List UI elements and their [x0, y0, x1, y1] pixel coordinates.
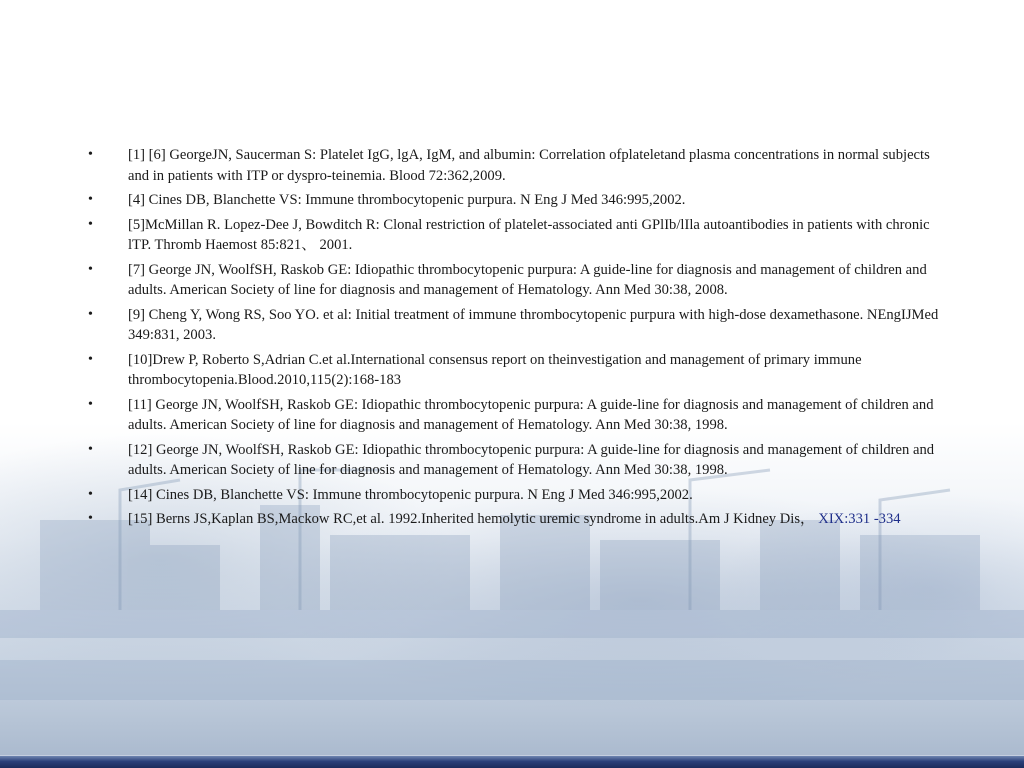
reference-item: [80, 509, 940, 530]
reference-item: • [1] [6] GeorgeJN, Saucerman S: Platelet IgG, lgA, IgM, and albumin: Correlation ofplateletand plasma concentrations in normal subjects and in patients with ITP or dyspro-teinemia. Blood 72:362,2009.: [80, 145, 940, 186]
reference-item: • [11] George JN, WoolfSH, Raskob GE: Idiopathic thrombocytopenic purpura: A guide-line for diagnosis and management of children and adults. American Society of line for diagnosis and management of Hematology. Ann Med 30:38, 1998.: [80, 395, 940, 436]
reference-item: • [9] Cheng Y, Wong RS, Soo YO. et al: Initial treatment of immune thrombocytopenic purpura with high-dose dexamethasone. NEngIJMed 349:831, 2003.: [80, 305, 940, 346]
bottom-bar: [0, 755, 1024, 768]
reference-item: • [5]McMillan R. Lopez-Dee J, Bowditch R: Clonal restriction of platelet-associated anti GPlIb/lIla autoantibodies in patients with chronic lTP. Thromb Haemost 85:821、 2001.: [80, 215, 940, 256]
reference-text: [15] Berns JS,Kaplan BS,Mackow RC,et al. 1992.Inherited hemolytic uremic syndrome in adults.Am J Kidney Dis，: [128, 511, 815, 527]
reference-item: • [10]Drew P, Roberto S,Adrian C.et al.International consensus report on theinvestigation and management of primary immune thrombocytopenia.Blood.2010,115(2):168-183: [80, 350, 940, 391]
reference-item: • [7] George JN, WoolfSH, Raskob GE: Idiopathic thrombocytopenic purpura: A guide-line for diagnosis and management of children and adults. American Society of line for diagnosis and management of Hematology. Ann Med 30:38, 2008.: [80, 260, 940, 301]
reference-item: • [4] Cines DB, Blanchette VS: Immune thrombocytopenic purpura. N Eng J Med 346:995,2002.: [80, 190, 940, 211]
reference-item: • [12] George JN, WoolfSH, Raskob GE: Idiopathic thrombocytopenic purpura: A guide-line for diagnosis and management of children and adults. American Society of line for diagnosis and management of Hematology. Ann Med 30:38, 1998.: [80, 440, 940, 481]
reference-link[interactable]: XIX:331 -334: [818, 511, 901, 527]
reference-item: • [14] Cines DB, Blanchette VS: Immune thrombocytopenic purpura. N Eng J Med 346:995,2002.: [80, 485, 940, 506]
reference-list: [80, 145, 940, 534]
